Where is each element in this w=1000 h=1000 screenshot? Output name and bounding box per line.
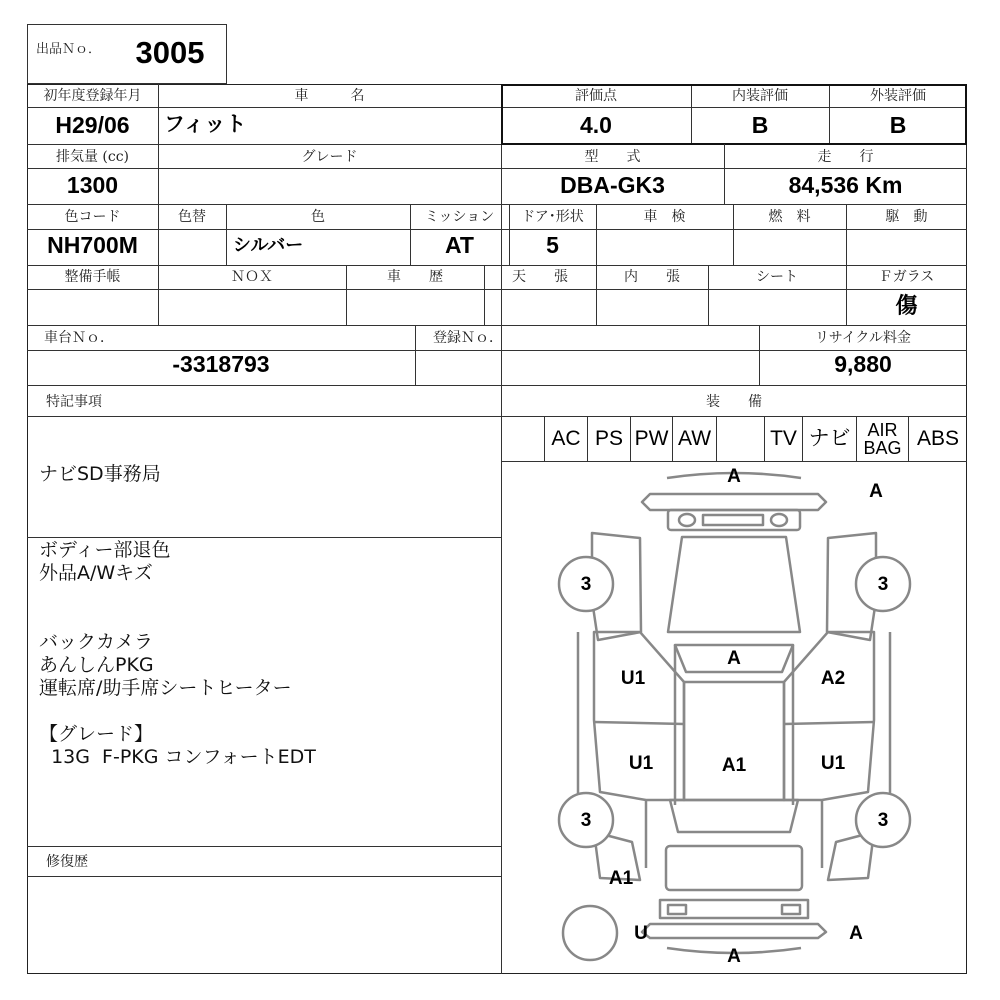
door-shape-label: ドア･形状 [521,209,584,225]
score-label: 評価点 [575,88,617,104]
damage-wheel-fl: 3 [580,574,592,595]
transmission-value: AT [445,232,474,258]
maintenance-record-label: 整備手帳 [64,269,121,285]
displacement-label: 排気量 (cc) [55,149,130,165]
car-damage-diagram [501,461,967,974]
equipment-cell [717,416,765,461]
equipment-cell: ナビ [803,416,857,461]
mileage-label: 走 行 [817,149,874,165]
left-side-outline [594,632,684,800]
nox-label: ＮＯＸ [231,269,273,285]
repair-history-label: 修復歴 [46,854,88,870]
equipment-cell: AC [545,416,588,461]
mileage-value: 84,536 Km [788,172,903,198]
rear-bumper-outline [660,900,808,918]
damage-rear-bumper: A [727,946,741,967]
equipment-cell: AW [673,416,717,461]
damage-front-right: A [869,481,883,502]
registration-number-label: 登録Ｎｏ． [433,330,503,346]
drive-label: 駆 動 [885,209,928,225]
lot-number-label: 出品Ｎｏ． [36,42,102,57]
equipment-cell: AIR BAG [857,416,909,461]
recycle-fee-value: 9,880 [834,351,892,377]
chassis-number-label: 車台Ｎｏ． [44,330,114,346]
front-glass-value: 傷 [895,293,918,319]
damage-right-front-door: A2 [820,668,846,689]
roof-outline [684,682,784,800]
color-code-value: NH700M [47,232,138,258]
vehicle-history-label: 車 歴 [387,269,443,285]
damage-hood: A [727,648,741,669]
trunk-outline [666,846,802,890]
damage-left-rear-door: U1 [628,753,654,774]
damage-roof: A1 [721,755,747,776]
inspection-label: 車 検 [643,209,686,225]
grade-label: グレード [301,149,358,165]
equipment-label: 装 備 [706,394,762,410]
damage-left-front-door: U1 [620,668,646,689]
damage-right-rear-door: U1 [820,753,846,774]
color-value: シルバー [233,235,304,255]
car-name-label: 車 名 [294,88,365,104]
lot-number: 3005 [135,35,205,70]
reg-date-value: H29/06 [55,112,130,138]
car-name-value: フィット [164,113,247,136]
reg-date-label: 初年度登録年月 [43,88,142,104]
damage-wheel-fr: 3 [877,574,889,595]
damage-rear-right: A [849,923,863,944]
chassis-number-value: -3318793 [172,351,270,377]
recycle-fee-label: リサイクル料金 [814,330,912,346]
score-value: 4.0 [580,112,612,138]
damage-rear-left: A1 [608,868,634,889]
color-code-label: 色コード [64,209,121,225]
color-label: 色 [311,209,325,225]
special-notes-block-2: ボディー部退色 外品A/Wキズ バックカメラ あんしんPKG 運転席/助手席シートヒーター 【グレード】 13G F-PKG コンフォートEDT [39,539,316,768]
model-value: DBA-GK3 [560,172,665,198]
interior-grade-value: B [751,112,769,138]
spare-tire [563,906,617,960]
equipment-cell: ABS [916,427,960,450]
headliner-label: 天 張 [512,269,568,285]
damage-rear: U [634,923,648,944]
hood-outline [668,537,800,632]
interior-grade-label: 内装評価 [732,88,788,104]
equipment-cell: PS [588,416,631,461]
door-shape-value: 5 [546,232,559,258]
damage-front: A [727,466,741,487]
interior-trim-label: 内 張 [624,269,680,285]
special-notes-block-1: ナビSD事務局 [39,463,161,485]
damage-wheel-rr: 3 [877,810,889,831]
displacement-value: 1300 [66,172,119,198]
seat-label: シート [756,269,798,285]
equipment-cell: PW [631,416,673,461]
equipment-cell: TV [765,416,803,461]
special-notes-label: 特記事項 [46,394,102,410]
exterior-grade-label: 外装評価 [870,88,926,104]
front-glass-label: Ｆガラス [878,269,935,285]
equipment-row [501,416,967,461]
model-label: 型 式 [584,149,641,165]
fuel-label: 燃 料 [768,209,811,225]
equipment-cell [501,416,545,461]
color-change-label: 色替 [178,209,206,225]
right-side-outline [784,632,874,800]
transmission-label: ミッション [424,209,495,225]
exterior-grade-value: B [889,112,907,138]
damage-wheel-rl: 3 [580,810,592,831]
